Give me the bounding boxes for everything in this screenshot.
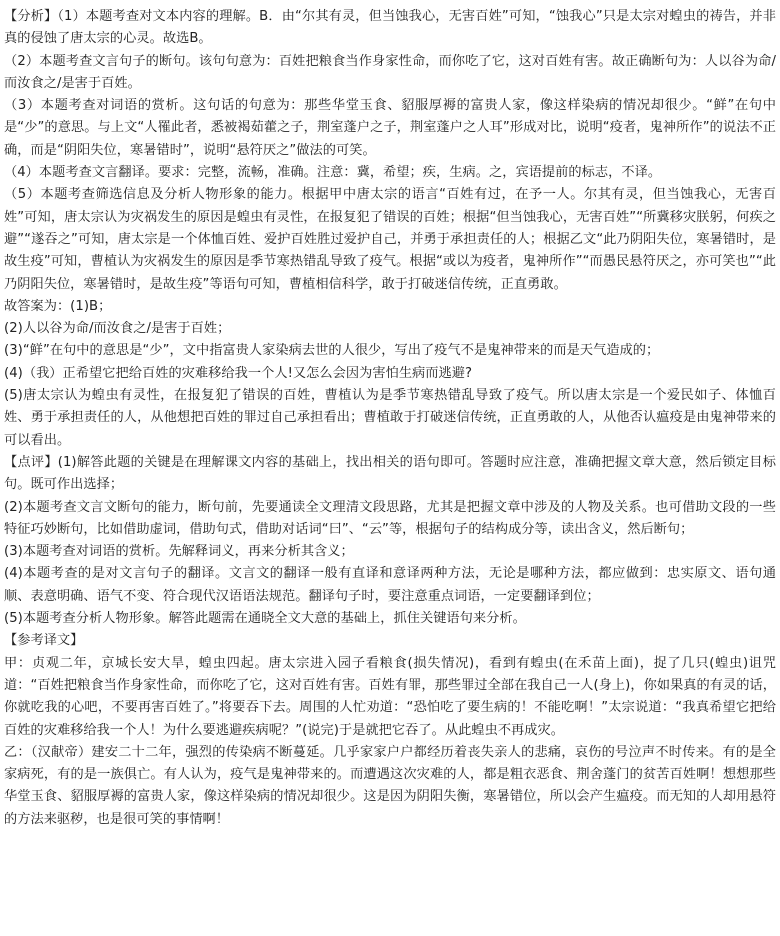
analysis-q3: （3）本题考查对词语的赏析。这句话的句意为：那些华堂玉食、貂服厚褥的富贵人家，像这样染病的情况却很少。“鲜”在句中是“少”的意思。与上文“人罹此者，悉被褐茹藿之子，荆室蓬户之子，荆室蓬户之人耳”形成对比，说明“疫者，鬼神所作”的说法不正确，而是“阴阳失位，寒暑错时”，说明“悬符厌之”做法的可笑。 xyxy=(4,98,776,158)
analysis-q5: （5）本题考查筛选信息及分析人物形象的能力。根据甲中唐太宗的语言“百姓有过，在予一人。尔其有灵，但当蚀我心，无害百姓”可知，唐太宗认为灾祸发生的原因是蝗虫有灵性，在报复犯了错误的百姓；根据“但当蚀我心，无害百姓”“所冀移灾朕躬，何疾之避”“遂吞之”可知，唐太宗是一个体恤百姓、爱护百姓胜过爱护自己，并勇于承担责任的人；根据乙文“此乃阴阳失位，寒暑错时，是故生疫”可知，曹植认为灾祸发生的原因是季节寒热错乱导致了疫气。根据“或以为疫者，鬼神所作”“而愚民悬符厌之，亦可笑也”“此乃阴阳失位，寒暑错时，是故生疫”等语句可知，曹植相信科学，敢于打破迷信传统，正直勇敢。 xyxy=(4,187,776,292)
answer-q5: (5)唐太宗认为蝗虫有灵性，在报复犯了错误的百姓，曹植认为是季节寒热错乱导致了疫气。所以唐太宗是一个爱民如子、体恤百姓、勇于承担责任的人，从他想把百姓的罪过自己承担看出；曹植敢于打破迷信传统，正直勇敢的人，从他否认瘟疫是由鬼神带来的可以看出。 xyxy=(4,388,776,448)
translation-passage-b: 乙：（汉献帝）建安二十二年，强烈的传染病不断蔓延。几乎家家户户都经历着丧失亲人的悲痛，哀伤的号泣声不时传来。有的是全家病死，有的是一族俱亡。有人认为，疫气是鬼神带来的。而遭遇这次灾难的人，都是粗衣恶食、荆舍蓬门的贫苦百姓啊！想想那些华堂玉食、貂服厚褥的富贵人家，像这样染病的情况却很少。这是因为阴阳失衡，寒暑错位，所以会产生瘟疫。而无知的人却用悬符的方法来驱秽，也是很可笑的事情啊！ xyxy=(4,744,776,827)
answer-q1: 故答案为：(1)B； xyxy=(4,298,112,314)
analysis-q4: （4）本题考查文言翻译。要求：完整，流畅，准确。注意：冀，希望；疾，生病。之，宾语提前的标志，不译。 xyxy=(4,165,662,181)
comment-q5: (5)本题考查分析人物形象。解答此题需在通晓全文大意的基础上，抓住关键语句来分析。 xyxy=(4,611,526,627)
answer-q3: (3)“鲜”在句中的意思是“少”，文中指富贵人家染病去世的人很少，写出了疫气不是鬼神带来的而是天气造成的； xyxy=(4,343,660,359)
comment-q4: (4)本题考查的是对文言句子的翻译。文言文的翻译一般有直译和意译两种方法，无论是哪种方法，都应做到：忠实原文、语句通顺、表意明确、语气不变、符合现代汉语语法规范。翻译句子时，要注意重点词语，一定要翻译到位； xyxy=(4,566,776,604)
comment-q2: (2)本题考查文言文断句的能力，断句前，先要通读全文理清文段思路，尤其是把握文章中涉及的人物及关系。也可借助文段的一些特征巧妙断句，比如借助虚词，借助句式，借助对话词“曰”、“云”等，根据句子的结构成分等，读出含义，然后断句； xyxy=(4,499,776,537)
comment-q1: 【点评】(1)解答此题的关键是在理解课文内容的基础上，找出相关的语句即可。答题时应注意，准确把握文章大意，然后锁定目标句。既可作出选择； xyxy=(4,454,776,493)
analysis-q2: （2）本题考查文言句子的断句。该句句意为：百姓把粮食当作身家性命，而你吃了它，这对百姓有害。故正确断句为：人以谷为命/而汝食之/是害于百姓。 xyxy=(4,53,776,91)
analysis-q1: 【分析】（1）本题考查对文本内容的理解。B．由“尔其有灵，但当蚀我心，无害百姓”可知，“蚀我心”只是太宗对蝗虫的祷告，并非真的侵蚀了唐太宗的心灵。故选B。 xyxy=(4,9,776,47)
comment-q3: (3)本题考查对词语的赏析。先解释词义，再来分析其含义； xyxy=(4,544,354,560)
translation-passage-a: 甲：贞观二年，京城长安大旱，蝗虫四起。唐太宗进入园子看粮食(损失情况)，看到有蝗虫(在禾苗上面)，捉了几只(蝗虫)诅咒道：“百姓把粮食当作身家性命，而你吃了它，这对百姓有害。百姓有罪，那些罪过全部在我自己一人(身上)，你如果真的有灵的话，你就吃我的心吧，不要再害百姓了。”将要吞下去。周围的人忙劝道：“恐怕吃了要生病的！不能吃啊！”太宗说道：“我真希望它把给百姓的灾难移给我一个人！为什么要逃避疾病呢？”(说完)于是就把它吞了。从此蝗虫不再成灾。 xyxy=(4,655,776,738)
translation-heading: 【参考译文】 xyxy=(4,633,84,649)
answer-q4: (4)（我）正希望它把给百姓的灾难移给我一个人!又怎么会因为害怕生病而逃避? xyxy=(4,365,473,381)
answer-q2: (2)人以谷为命/而汝食之/是害于百姓； xyxy=(4,321,231,337)
